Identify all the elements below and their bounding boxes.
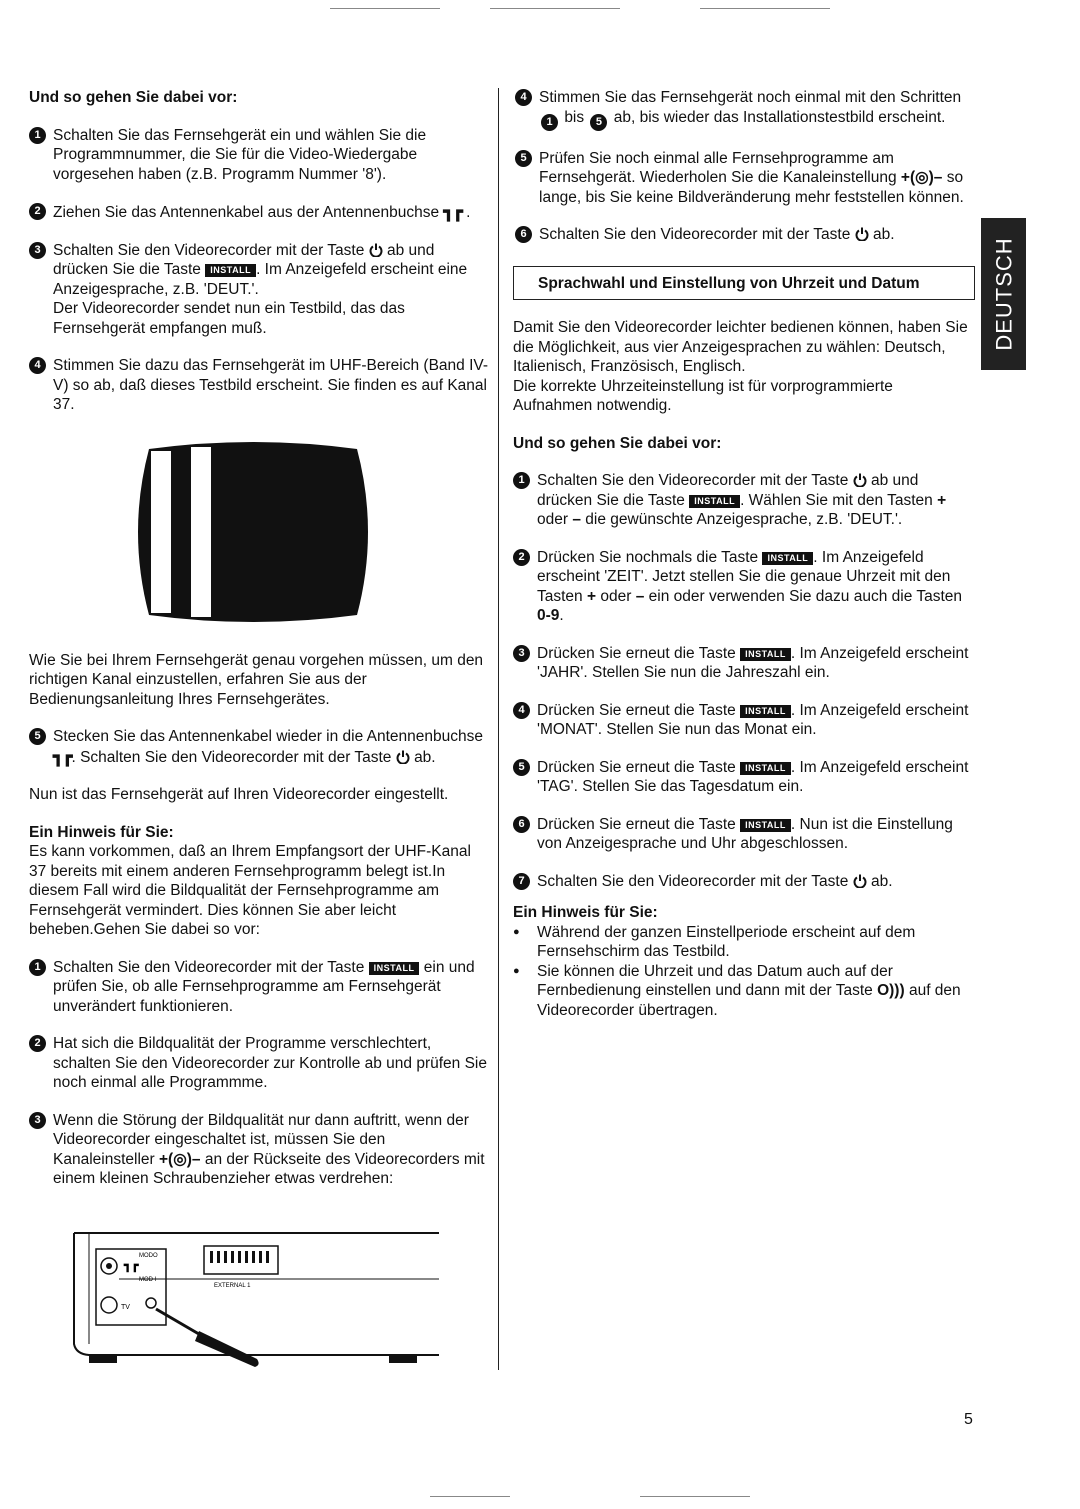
step-text: . Im Anzeigefeld erscheint 'ZEIT'. Jetzt stellen Sie die genaue Uhrzeit mit den Tasten	[537, 548, 951, 605]
step-7	[513, 872, 975, 892]
tuner-symbol: +(◎)–	[159, 1150, 201, 1168]
step-number: 4	[29, 357, 46, 374]
step-number: 1	[513, 472, 530, 489]
power-icon	[853, 473, 867, 487]
step-text: Schalten Sie das Fernsehgerät ein und wählen Sie die Programmnummer, die Sie für die Video-Wiedergabe vorgesehen haben (z.B. Programm Nummer '8').	[53, 126, 427, 183]
antenna-socket-icon: ┓┏	[443, 202, 462, 221]
step-3	[29, 241, 491, 339]
step-4	[515, 88, 975, 131]
step-text: Stimmen Sie dazu das Fernsehgerät im UHF-Bereich (Band IV-V) so ab, daß dieses Testbild erscheint. Sie finden es auf Kanal 37.	[53, 357, 489, 413]
external-label: EXTERNAL 1	[214, 1282, 251, 1289]
scan-line	[430, 1496, 510, 1497]
step-text: Wenn die Störung der Bildqualität nur dann auftritt, wenn der Videorecorder eingeschaltet ist, müssen Sie den Kanaleinsteller	[53, 1111, 469, 1168]
step-text: . Schalten Sie den Videorecorder mit der Taste	[71, 748, 392, 766]
step-number: 5	[515, 150, 532, 167]
step-text: bis	[564, 108, 585, 126]
paragraph: Damit Sie den Videorecorder leichter bedienen können, haben Sie die Möglichkeit, aus vier Anzeigesprachen zu wählen: Deutsch, Italienisch, Französisch, Englisch.	[513, 319, 968, 375]
step-text: . Im Anzeigefeld erscheint 'MONAT'. Stellen Sie nun das Monat ein.	[537, 701, 969, 738]
vcr-rear-panel-illustration	[29, 1219, 449, 1369]
hint-heading: Ein Hinweis für Sie:	[29, 823, 174, 841]
step-number: 3	[29, 242, 46, 259]
step-2	[513, 548, 975, 626]
step-6	[515, 225, 975, 245]
install-key-icon: INSTALL	[689, 495, 740, 508]
step-text: Schalten Sie den Videorecorder mit der Taste	[537, 872, 849, 890]
install-key-icon: INSTALL	[740, 705, 791, 718]
step-text: Schalten Sie den Videorecorder mit der Taste	[53, 958, 365, 976]
paragraph: Wie Sie bei Ihrem Fernsehgerät genau vorgehen müssen, um den richtigen Kanal einzustellen, erfahren Sie aus der Bedienungsanleitung Ihres Fernsehgerätes.	[29, 651, 484, 708]
inline-step-number: 1	[541, 114, 558, 131]
step-number: 5	[29, 728, 46, 745]
paragraph: Die korrekte Uhrzeiteinstellung ist für vorprogrammierte Aufnahmen notwendig.	[513, 377, 893, 414]
step-1	[513, 471, 975, 530]
step-number: 5	[513, 759, 530, 776]
plus-key-icon: +	[586, 587, 597, 605]
step-text: an der Rückseite des Videorecorders mit einem kleinen Schraubenzieher etwas verdrehen:	[53, 1150, 485, 1187]
page-number: 5	[964, 1411, 973, 1428]
bullet-text: Sie können die Uhrzeit und das Datum auch auf der Fernbedienung einstellen und dann mit der Taste	[537, 962, 893, 999]
step-text: Stimmen Sie das Fernsehgerät noch einmal mit den Schritten	[539, 89, 962, 106]
step-number: 1	[29, 959, 46, 976]
step-text: . Nun ist die Einstellung von Anzeigesprache und Uhr abgeschlossen.	[537, 815, 953, 852]
step-6	[513, 815, 975, 854]
step-text: Prüfen Sie noch einmal alle Fernsehprogramme am Fernsehgerät. Wiederholen Sie die Kanaleinstellung	[539, 149, 897, 186]
hint-step-1	[29, 958, 491, 1017]
hint-text: Es kann vorkommen, daß an Ihrem Empfangsort der UHF-Kanal 37 bereits mit einem anderen Fernsehprogramm belegt ist.In diesem Fall wird die Bildqualität der Fernsehprogramme am Fernsehgerät vermindert. Dies können Sie aber leicht beheben.Gehen Sie dabei so vor:	[29, 843, 471, 938]
step-number: 6	[513, 816, 530, 833]
minus-key-icon: –	[635, 587, 645, 605]
step-text: . Wählen Sie mit den Tasten	[740, 491, 933, 509]
hint-heading: Ein Hinweis für Sie:	[513, 904, 658, 921]
step-text: ab.	[872, 226, 895, 243]
step-text: . Im Anzeigefeld erscheint 'JAHR'. Stellen Sie nun die Jahreszahl ein.	[537, 644, 969, 681]
scan-line	[330, 8, 440, 9]
hint-step-2	[29, 1034, 491, 1093]
install-key-icon: INSTALL	[740, 762, 791, 775]
step-5	[513, 758, 975, 797]
step-text: oder	[600, 587, 632, 605]
step-text: Drücken Sie erneut die Taste	[537, 701, 736, 719]
scan-line	[640, 1496, 750, 1497]
step-number: 2	[29, 203, 46, 220]
step-text: . Im Anzeigefeld erscheint eine Anzeigesprache, z.B. 'DEUT.'.	[53, 261, 468, 298]
column-divider	[498, 88, 499, 1370]
step-text: .	[559, 607, 564, 624]
step-text: Schalten Sie den Videorecorder mit der Taste	[537, 472, 849, 489]
language-tab	[981, 218, 1026, 370]
step-number: 7	[513, 873, 530, 890]
step-number: 1	[29, 127, 46, 144]
step-text: Drücken Sie erneut die Taste	[537, 644, 736, 662]
step-text: so lange, bis Sie keine Bildveränderung mehr feststellen können.	[539, 169, 964, 206]
step-text: Drücken Sie erneut die Taste	[537, 758, 736, 776]
section-title: Sprachwahl und Einstellung von Uhrzeit und Datum	[538, 275, 920, 292]
step-3	[513, 644, 975, 683]
step-text: ab, bis wieder das Installationstestbild erscheint.	[613, 108, 946, 126]
power-icon	[396, 750, 410, 764]
step-5	[515, 149, 975, 208]
plus-key-icon: +	[937, 491, 947, 509]
antenna-socket-icon: ┓┏	[53, 746, 72, 766]
step-number: 3	[513, 645, 530, 662]
step-text: ab und drücken Sie die Taste	[537, 472, 919, 509]
step-number: 3	[29, 1112, 46, 1129]
install-key-icon: INSTALL	[205, 264, 256, 277]
step-text: die gewünschte Anzeigesprache, z.B. 'DEUT.'.	[585, 511, 903, 528]
power-icon	[855, 227, 869, 241]
minus-key-icon: –	[572, 511, 581, 528]
step-text: ab.	[870, 872, 893, 890]
step-text: Hat sich die Bildqualität der Programme verschlechtert, schalten Sie den Videorecorder zur Kontrolle ab und prüfen Sie noch einmal alle Programmme.	[53, 1035, 487, 1091]
step-text: Der Videorecorder sendet nun ein Testbild, das das Fernsehgerät empfangen muß.	[53, 300, 405, 337]
step-number: 4	[513, 702, 530, 719]
section-heading: Und so gehen Sie dabei vor:	[29, 89, 238, 106]
step-4	[513, 701, 975, 740]
modo-label: MODO	[139, 1252, 158, 1259]
mod1-label: MOD I	[139, 1276, 157, 1283]
remote-transmit-icon: O)))	[877, 982, 905, 999]
right-column-lower	[513, 318, 975, 1020]
paragraph: Nun ist das Fernsehgerät auf Ihren Videorecorder eingestellt.	[29, 786, 449, 803]
step-number: 2	[513, 549, 530, 566]
step-text: ein und prüfen Sie, ob alle Fernsehprogramme am Fernsehgerät unverändert funktionieren.	[53, 958, 475, 1015]
left-column	[29, 88, 491, 1369]
step-text: ab und drücken Sie die Taste	[53, 241, 435, 278]
install-key-icon: INSTALL	[740, 819, 791, 832]
step-number: 4	[515, 89, 532, 106]
hint-bullet	[513, 962, 975, 1021]
bullet-text: auf den Videorecorder übertragen.	[537, 982, 961, 1019]
step-text: ab.	[414, 748, 436, 766]
section-heading: Und so gehen Sie dabei vor:	[513, 434, 722, 452]
step-text: Schalten Sie den Videorecorder mit der Taste	[539, 226, 851, 243]
power-icon	[369, 243, 383, 257]
step-text: ein oder verwenden Sie dazu auch die Tasten	[648, 587, 963, 605]
scan-line	[490, 8, 620, 9]
step-2: 2 Ziehen Sie das Antennenkabel aus der Antennenbuchse ┓┏ .	[29, 202, 491, 223]
step-1	[29, 126, 491, 185]
language-tab-label: DEUTSCH	[990, 237, 1016, 351]
bullet-text: Während der ganzen Einstellperiode erscheint auf dem Fernsehschirm das Testbild.	[537, 923, 916, 960]
install-key-icon: INSTALL	[762, 552, 813, 565]
step-text: Drücken Sie erneut die Taste	[537, 815, 736, 833]
tuner-symbol: +(◎)–	[900, 169, 943, 186]
right-column	[515, 88, 975, 245]
step-text: oder	[537, 511, 569, 528]
step-text: Schalten Sie den Videorecorder mit der Taste	[53, 241, 365, 259]
step-5	[29, 727, 491, 767]
section-title-box	[513, 266, 975, 300]
step-text: . Im Anzeigefeld erscheint 'TAG'. Stellen Sie das Tagesdatum ein.	[537, 758, 969, 795]
scan-line	[700, 8, 830, 9]
hint-step-3	[29, 1111, 491, 1189]
step-text: Stecken Sie das Antennenkabel wieder in die Antennenbuchse	[53, 728, 484, 745]
digit-keys-label: 0-9	[537, 607, 560, 624]
install-key-icon: INSTALL	[740, 648, 791, 661]
inline-step-number: 5	[590, 114, 607, 131]
step-number: 2	[29, 1035, 46, 1052]
hint-bullet	[513, 923, 975, 962]
step-text: Drücken Sie nochmals die Taste	[537, 548, 759, 566]
step-number: 6	[515, 226, 532, 243]
step-text: Ziehen Sie das Antennenkabel aus der Antennenbuchse	[53, 204, 440, 221]
tv-label: TV	[121, 1303, 130, 1311]
power-icon	[853, 874, 867, 888]
step-4	[29, 356, 491, 415]
antenna-socket-icon: ┓┏	[124, 1257, 139, 1272]
install-key-icon: INSTALL	[369, 962, 420, 975]
test-picture-illustration	[129, 441, 377, 623]
